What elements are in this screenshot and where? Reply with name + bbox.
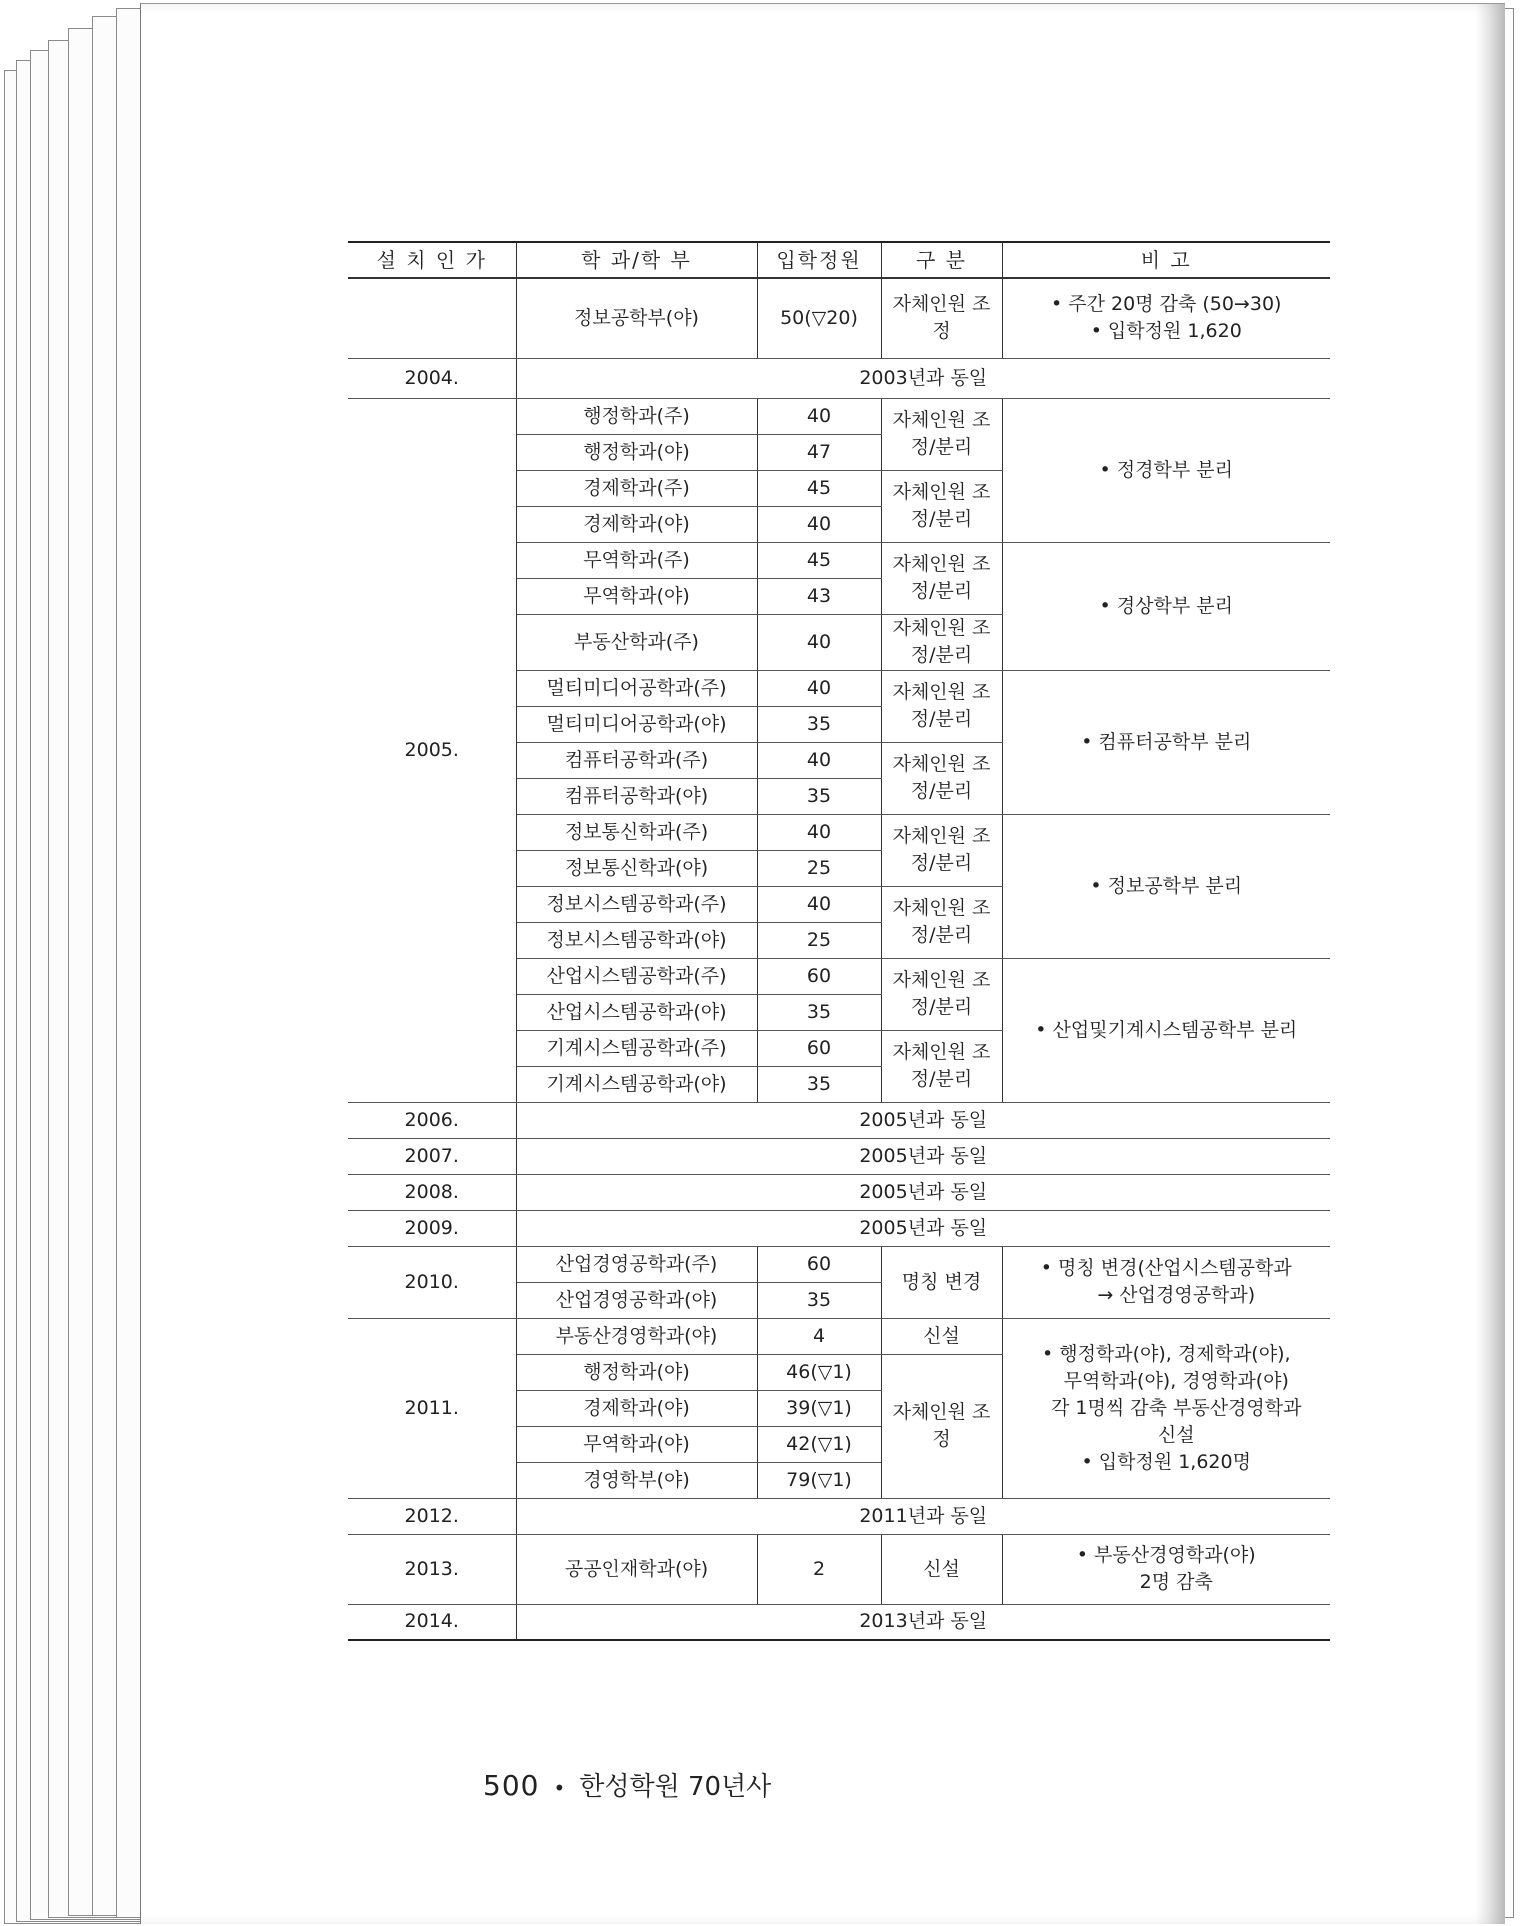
same-as-cell: 2005년과 동일: [516, 1210, 1330, 1246]
table-row: [348, 1498, 1330, 1534]
page-number: 500: [483, 1769, 540, 1802]
table-row: [348, 1318, 1330, 1354]
dept-cell: 부동산학과(주): [516, 614, 757, 670]
quota-cell: 40: [757, 506, 881, 542]
category-cell: 자체인원 조정/분리: [881, 614, 1002, 670]
book-page: [140, 3, 1505, 1924]
dept-cell: 정보시스템공학과(주): [516, 886, 757, 922]
dept-cell: 멀티미디어공학과(야): [516, 706, 757, 742]
remark-cell: • 경상학부 분리: [1002, 542, 1330, 670]
quota-cell: 35: [757, 1066, 881, 1102]
page-shadow: [1475, 4, 1505, 1924]
same-as-cell: 2005년과 동일: [516, 1138, 1330, 1174]
dept-cell: 경제학과(야): [516, 506, 757, 542]
quota-cell: 47: [757, 434, 881, 470]
dept-cell: 무역학과(야): [516, 578, 757, 614]
table-row: [348, 1604, 1330, 1640]
remark-cell: • 주간 20명 감축 (50→30) • 입학정원 1,620: [1002, 278, 1330, 358]
quota-cell: 45: [757, 542, 881, 578]
same-as-cell: 2005년과 동일: [516, 1102, 1330, 1138]
dept-cell: 경제학과(야): [516, 1390, 757, 1426]
quota-cell: 79(▽1): [757, 1462, 881, 1498]
admission-quota-table: [348, 241, 1330, 1641]
year-cell: [348, 278, 516, 358]
quota-cell: 35: [757, 778, 881, 814]
dept-cell: 기계시스템공학과(야): [516, 1066, 757, 1102]
remark-cell: • 행정학과(야), 경제학과(야), 무역학과(야), 경영학과(야) 각 1명씩 감축 부동산경영학과 신설 • 입학정원 1,620명: [1002, 1318, 1330, 1498]
table-row: [348, 278, 1330, 358]
year-cell: 2005.: [348, 398, 516, 1102]
category-cell: 자체인원 조정/분리: [881, 1030, 1002, 1102]
dept-cell: 산업시스템공학과(주): [516, 958, 757, 994]
category-cell: 자체인원 조정/분리: [881, 470, 1002, 542]
header-year: 설 치 인 가: [348, 242, 516, 278]
year-cell: 2010.: [348, 1246, 516, 1318]
table-row: [348, 1210, 1330, 1246]
dept-cell: 행정학과(야): [516, 434, 757, 470]
dept-cell: 행정학과(주): [516, 398, 757, 434]
quota-cell: 25: [757, 922, 881, 958]
category-cell: 자체인원 조정/분리: [881, 398, 1002, 470]
category-cell: 자체인원 조정/분리: [881, 542, 1002, 614]
dept-cell: 정보공학부(야): [516, 278, 757, 358]
category-cell: 자체인원 조정: [881, 1354, 1002, 1498]
table-row: [348, 1102, 1330, 1138]
year-cell: 2004.: [348, 358, 516, 398]
same-as-cell: 2013년과 동일: [516, 1604, 1330, 1640]
category-cell: 자체인원 조정: [881, 278, 1002, 358]
page-footer: [483, 1766, 771, 1803]
quota-cell: 40: [757, 742, 881, 778]
quota-cell: 35: [757, 994, 881, 1030]
dept-cell: 행정학과(야): [516, 1354, 757, 1390]
quota-cell: 40: [757, 614, 881, 670]
quota-cell: 42(▽1): [757, 1426, 881, 1462]
quota-cell: 60: [757, 1246, 881, 1282]
quota-cell: 40: [757, 670, 881, 706]
quota-cell: 60: [757, 1030, 881, 1066]
quota-cell: 45: [757, 470, 881, 506]
remark-cell: • 명칭 변경(산업시스템공학과 → 산업경영공학과): [1002, 1246, 1330, 1318]
quota-cell: 25: [757, 850, 881, 886]
category-cell: 자체인원 조정/분리: [881, 814, 1002, 886]
year-cell: 2011.: [348, 1318, 516, 1498]
dept-cell: 기계시스템공학과(주): [516, 1030, 757, 1066]
header-category: 구 분: [881, 242, 1002, 278]
book-title: 한성학원 70년사: [579, 1772, 772, 1802]
footer-separator: •: [553, 1775, 566, 1800]
quota-cell: 50(▽20): [757, 278, 881, 358]
year-cell: 2006.: [348, 1102, 516, 1138]
quota-cell: 40: [757, 814, 881, 850]
category-cell: 자체인원 조정/분리: [881, 742, 1002, 814]
quota-cell: 39(▽1): [757, 1390, 881, 1426]
same-as-cell: 2003년과 동일: [516, 358, 1330, 398]
header-remark: 비 고: [1002, 242, 1330, 278]
header-quota: 입학정원: [757, 242, 881, 278]
table-row: [348, 398, 1330, 434]
year-cell: 2014.: [348, 1604, 516, 1640]
quota-cell: 60: [757, 958, 881, 994]
table-row: [348, 1246, 1330, 1282]
quota-cell: 46(▽1): [757, 1354, 881, 1390]
dept-cell: 산업시스템공학과(야): [516, 994, 757, 1030]
dept-cell: 멀티미디어공학과(주): [516, 670, 757, 706]
table-row: [348, 1174, 1330, 1210]
category-cell: 자체인원 조정/분리: [881, 958, 1002, 1030]
dept-cell: 부동산경영학과(야): [516, 1318, 757, 1354]
category-cell: 명칭 변경: [881, 1246, 1002, 1318]
dept-cell: 무역학과(주): [516, 542, 757, 578]
remark-cell: • 산업및기계시스템공학부 분리: [1002, 958, 1330, 1102]
dept-cell: 정보시스템공학과(야): [516, 922, 757, 958]
quota-cell: 40: [757, 398, 881, 434]
remark-cell: • 부동산경영학과(야) 2명 감축: [1002, 1534, 1330, 1604]
quota-cell: 35: [757, 706, 881, 742]
dept-cell: 컴퓨터공학과(야): [516, 778, 757, 814]
dept-cell: 경제학과(주): [516, 470, 757, 506]
category-cell: 신설: [881, 1318, 1002, 1354]
quota-cell: 43: [757, 578, 881, 614]
year-cell: 2008.: [348, 1174, 516, 1210]
quota-cell: 35: [757, 1282, 881, 1318]
dept-cell: 산업경영공학과(야): [516, 1282, 757, 1318]
dept-cell: 경영학부(야): [516, 1462, 757, 1498]
same-as-cell: 2005년과 동일: [516, 1174, 1330, 1210]
dept-cell: 산업경영공학과(주): [516, 1246, 757, 1282]
remark-cell: • 정경학부 분리: [1002, 398, 1330, 542]
year-cell: 2012.: [348, 1498, 516, 1534]
dept-cell: 무역학과(야): [516, 1426, 757, 1462]
category-cell: 자체인원 조정/분리: [881, 886, 1002, 958]
dept-cell: 공공인재학과(야): [516, 1534, 757, 1604]
category-cell: 신설: [881, 1534, 1002, 1604]
quota-cell: 2: [757, 1534, 881, 1604]
dept-cell: 정보통신학과(야): [516, 850, 757, 886]
dept-cell: 컴퓨터공학과(주): [516, 742, 757, 778]
year-cell: 2007.: [348, 1138, 516, 1174]
category-cell: 자체인원 조정/분리: [881, 670, 1002, 742]
table-row: [348, 1138, 1330, 1174]
table-row: [348, 358, 1330, 398]
year-cell: 2009.: [348, 1210, 516, 1246]
quota-cell: 4: [757, 1318, 881, 1354]
header-dept: 학 과/학 부: [516, 242, 757, 278]
remark-cell: • 컴퓨터공학부 분리: [1002, 670, 1330, 814]
table-header-row: [348, 242, 1330, 278]
same-as-cell: 2011년과 동일: [516, 1498, 1330, 1534]
remark-cell: • 정보공학부 분리: [1002, 814, 1330, 958]
table-row: [348, 1534, 1330, 1604]
quota-cell: 40: [757, 886, 881, 922]
year-cell: 2013.: [348, 1534, 516, 1604]
dept-cell: 정보통신학과(주): [516, 814, 757, 850]
